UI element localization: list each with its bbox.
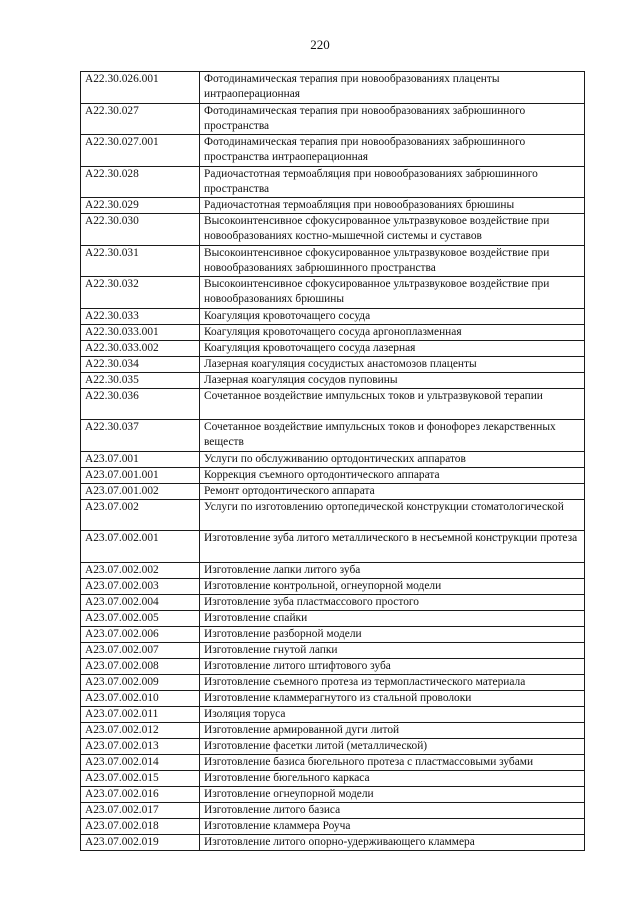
service-code-cell: A23.07.001.002 (81, 483, 200, 499)
service-code-cell: A23.07.002 (81, 499, 200, 531)
table-row (81, 356, 585, 372)
service-name-cell: Сочетанное воздействие импульсных токов и фонофорез лекарственных веществ (200, 420, 585, 452)
service-name-cell: Коагуляция кровоточащего сосуда лазерная (200, 340, 585, 356)
service-code-cell: A23.07.002.016 (81, 786, 200, 802)
service-name-cell: Фотодинамическая терапия при новообразованиях забрюшинного пространства интраоперационная (200, 135, 585, 167)
table-row (81, 103, 585, 135)
table-row (81, 626, 585, 642)
service-code-cell: A23.07.002.002 (81, 562, 200, 578)
service-code-cell: A23.07.001 (81, 451, 200, 467)
service-code-cell: A23.07.002.010 (81, 690, 200, 706)
service-code-cell: A22.30.036 (81, 388, 200, 420)
services-table (80, 71, 585, 851)
table-row (81, 610, 585, 626)
table-row (81, 674, 585, 690)
service-name-cell: Изготовление базиса бюгельного протеза с пластмассовыми зубами (200, 754, 585, 770)
table-row (81, 420, 585, 452)
table-row (81, 214, 585, 246)
service-name-cell: Изготовление армированной дуги литой (200, 722, 585, 738)
table-row (81, 658, 585, 674)
service-name-cell: Коагуляция кровоточащего сосуда аргоноплазменная (200, 324, 585, 340)
table-row (81, 198, 585, 214)
table-row (81, 690, 585, 706)
service-code-cell: A22.30.035 (81, 372, 200, 388)
service-name-cell: Радиочастотная термоабляция при новообразованиях забрюшинного пространства (200, 166, 585, 198)
service-code-cell: A23.07.002.008 (81, 658, 200, 674)
table-row (81, 372, 585, 388)
service-name-cell: Изготовление съемного протеза из термопластического материала (200, 674, 585, 690)
table-row (81, 308, 585, 324)
table-row (81, 754, 585, 770)
service-name-cell: Изготовление контрольной, огнеупорной модели (200, 578, 585, 594)
service-code-cell: A23.07.002.006 (81, 626, 200, 642)
table-row (81, 72, 585, 104)
table-row (81, 770, 585, 786)
service-name-cell: Радиочастотная термоабляция при новообразованиях брюшины (200, 198, 585, 214)
page-number: 220 (310, 37, 330, 52)
service-code-cell: A23.07.001.001 (81, 467, 200, 483)
service-name-cell: Изготовление лапки литого зуба (200, 562, 585, 578)
table-row (81, 562, 585, 578)
table-row (81, 451, 585, 467)
service-code-cell: A22.30.027 (81, 103, 200, 135)
table-row (81, 531, 585, 563)
table-row (81, 642, 585, 658)
service-name-cell: Изготовление зуба пластмассового простого (200, 594, 585, 610)
table-row (81, 786, 585, 802)
service-name-cell: Изготовление огнеупорной модели (200, 786, 585, 802)
service-name-cell: Изготовление спайки (200, 610, 585, 626)
service-code-cell: A23.07.002.019 (81, 834, 200, 850)
table-row (81, 166, 585, 198)
service-name-cell: Ремонт ортодонтического аппарата (200, 483, 585, 499)
service-code-cell: A23.07.002.017 (81, 802, 200, 818)
service-code-cell: A22.30.031 (81, 245, 200, 277)
service-name-cell: Изготовление кламмерагнутого из стальной проволоки (200, 690, 585, 706)
table-row (81, 245, 585, 277)
service-code-cell: A22.30.033.001 (81, 324, 200, 340)
table-row (81, 818, 585, 834)
service-name-cell: Высокоинтенсивное сфокусированное ультразвуковое воздействие при новообразованиях брюшины (200, 277, 585, 309)
table-row (81, 499, 585, 531)
service-name-cell: Изготовление разборной модели (200, 626, 585, 642)
service-code-cell: A23.07.002.001 (81, 531, 200, 563)
table-row (81, 594, 585, 610)
table-row (81, 738, 585, 754)
service-name-cell: Услуги по обслуживанию ортодонтических аппаратов (200, 451, 585, 467)
service-code-cell: A23.07.002.009 (81, 674, 200, 690)
service-code-cell: A22.30.029 (81, 198, 200, 214)
services-table-body (81, 72, 585, 851)
service-code-cell: A23.07.002.013 (81, 738, 200, 754)
service-name-cell: Изготовление гнутой лапки (200, 642, 585, 658)
service-name-cell: Коагуляция кровоточащего сосуда (200, 308, 585, 324)
service-name-cell: Лазерная коагуляция сосудистых анастомозов плаценты (200, 356, 585, 372)
service-name-cell: Изготовление литого штифтового зуба (200, 658, 585, 674)
service-code-cell: A23.07.002.014 (81, 754, 200, 770)
table-row (81, 802, 585, 818)
service-code-cell: A22.30.037 (81, 420, 200, 452)
table-row (81, 578, 585, 594)
table-row (81, 135, 585, 167)
table-row (81, 467, 585, 483)
service-name-cell: Фотодинамическая терапия при новообразованиях забрюшинного пространства (200, 103, 585, 135)
table-row (81, 324, 585, 340)
table-row (81, 706, 585, 722)
service-code-cell: A22.30.032 (81, 277, 200, 309)
service-code-cell: A22.30.027.001 (81, 135, 200, 167)
service-code-cell: A22.30.034 (81, 356, 200, 372)
service-name-cell: Изготовление кламмера Роуча (200, 818, 585, 834)
service-name-cell: Услуги по изготовлению ортопедической конструкции стоматологической (200, 499, 585, 531)
service-name-cell: Изоляция торуса (200, 706, 585, 722)
service-name-cell: Высокоинтенсивное сфокусированное ультразвуковое воздействие при новообразованиях забрюшинного пространства (200, 245, 585, 277)
service-name-cell: Изготовление фасетки литой (металлической) (200, 738, 585, 754)
service-code-cell: A23.07.002.007 (81, 642, 200, 658)
service-code-cell: A22.30.033.002 (81, 340, 200, 356)
service-name-cell: Изготовление литого базиса (200, 802, 585, 818)
service-name-cell: Лазерная коагуляция сосудов пуповины (200, 372, 585, 388)
service-name-cell: Коррекция съемного ортодонтического аппарата (200, 467, 585, 483)
table-row (81, 483, 585, 499)
service-code-cell: A23.07.002.003 (81, 578, 200, 594)
service-name-cell: Сочетанное воздействие импульсных токов и ультразвуковой терапии (200, 388, 585, 420)
table-row (81, 834, 585, 850)
table-row (81, 277, 585, 309)
service-code-cell: A22.30.028 (81, 166, 200, 198)
service-code-cell: A22.30.033 (81, 308, 200, 324)
service-code-cell: A23.07.002.011 (81, 706, 200, 722)
service-name-cell: Фотодинамическая терапия при новообразованиях плаценты интраоперационная (200, 72, 585, 104)
table-row (81, 722, 585, 738)
service-name-cell: Высокоинтенсивное сфокусированное ультразвуковое воздействие при новообразованиях костно-мышечной системы и суставов (200, 214, 585, 246)
service-code-cell: A23.07.002.018 (81, 818, 200, 834)
service-code-cell: A23.07.002.004 (81, 594, 200, 610)
table-row (81, 388, 585, 420)
service-name-cell: Изготовление бюгельного каркаса (200, 770, 585, 786)
service-code-cell: A23.07.002.015 (81, 770, 200, 786)
service-code-cell: A23.07.002.005 (81, 610, 200, 626)
service-code-cell: A23.07.002.012 (81, 722, 200, 738)
service-name-cell: Изготовление зуба литого металлического в несъемной конструкции протеза (200, 531, 585, 563)
table-row (81, 340, 585, 356)
service-name-cell: Изготовление литого опорно-удерживающего кламмера (200, 834, 585, 850)
service-code-cell: A22.30.026.001 (81, 72, 200, 104)
service-code-cell: A22.30.030 (81, 214, 200, 246)
